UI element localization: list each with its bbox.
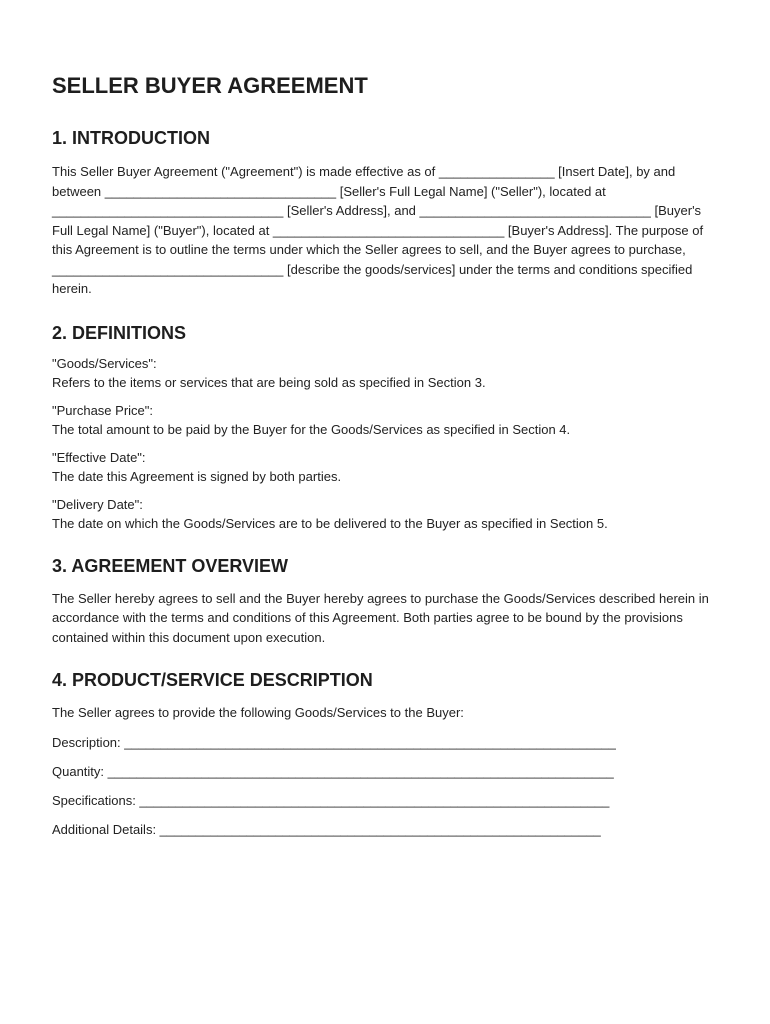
definitions-heading: 2. DEFINITIONS [52, 322, 187, 343]
definition-term: "Effective Date": [52, 449, 146, 465]
definition-text: The total amount to be paid by the Buyer for the Goods/Services as specified in Section 4. [52, 421, 571, 437]
definition-text: The date this Agreement is signed by both parties. [52, 468, 342, 484]
section-definitions [52, 321, 718, 533]
specifications-field[interactable]: Specifications: _________________________________________________________________ [52, 792, 610, 808]
section-overview [52, 554, 718, 648]
product-intro: The Seller agrees to provide the following Goods/Services to the Buyer: [52, 705, 464, 720]
definition-item [52, 448, 718, 486]
section-introduction [52, 126, 718, 299]
document-title: SELLER BUYER AGREEMENT [52, 73, 368, 98]
additional-details-field[interactable]: Additional Details: _____________________________________________________________ [52, 821, 601, 837]
section-product [52, 668, 718, 839]
definition-item [52, 401, 718, 439]
quantity-field[interactable]: Quantity: ______________________________________________________________________ [52, 763, 614, 779]
definition-text: Refers to the items or services that are being sold as specified in Section 3. [52, 374, 486, 390]
introduction-paragraph: This Seller Buyer Agreement ("Agreement") is made effective as of ________________ [Insert Date], by and between ________________________________ [Seller's Full Legal Name] ("Seller"), located at ________________________________ [Seller's Address], and ________________________________ [Buyer's Full Legal Name] ("Buyer"), located at ________________________________ [Buyer's Address]. The purpose of this Agreement is to outline the terms under which the Seller agrees to sell, and the Buyer agrees to purchase, ________________________________ [describe the goods/services] under the terms and conditions specified herein. [52, 164, 704, 296]
definition-text: The date on which the Goods/Services are to be delivered to the Buyer as specified in Section 5. [52, 515, 608, 531]
definition-item [52, 354, 718, 392]
definition-term: "Goods/Services": [52, 355, 157, 371]
definition-term: "Delivery Date": [52, 496, 143, 512]
overview-paragraph: The Seller hereby agrees to sell and the Buyer hereby agrees to purchase the Goods/Services described herein in accordance with the terms and conditions of this Agreement. Both parties agree to be bound by the provisions contained within this document upon execution. [52, 590, 709, 645]
introduction-heading: 1. INTRODUCTION [52, 128, 211, 148]
definition-term: "Purchase Price": [52, 402, 153, 418]
description-field[interactable]: Description: ____________________________________________________________________ [52, 734, 616, 750]
product-heading: 4. PRODUCT/SERVICE DESCRIPTION [52, 670, 373, 690]
definition-item [52, 495, 718, 533]
overview-heading: 3. AGREEMENT OVERVIEW [52, 555, 289, 576]
